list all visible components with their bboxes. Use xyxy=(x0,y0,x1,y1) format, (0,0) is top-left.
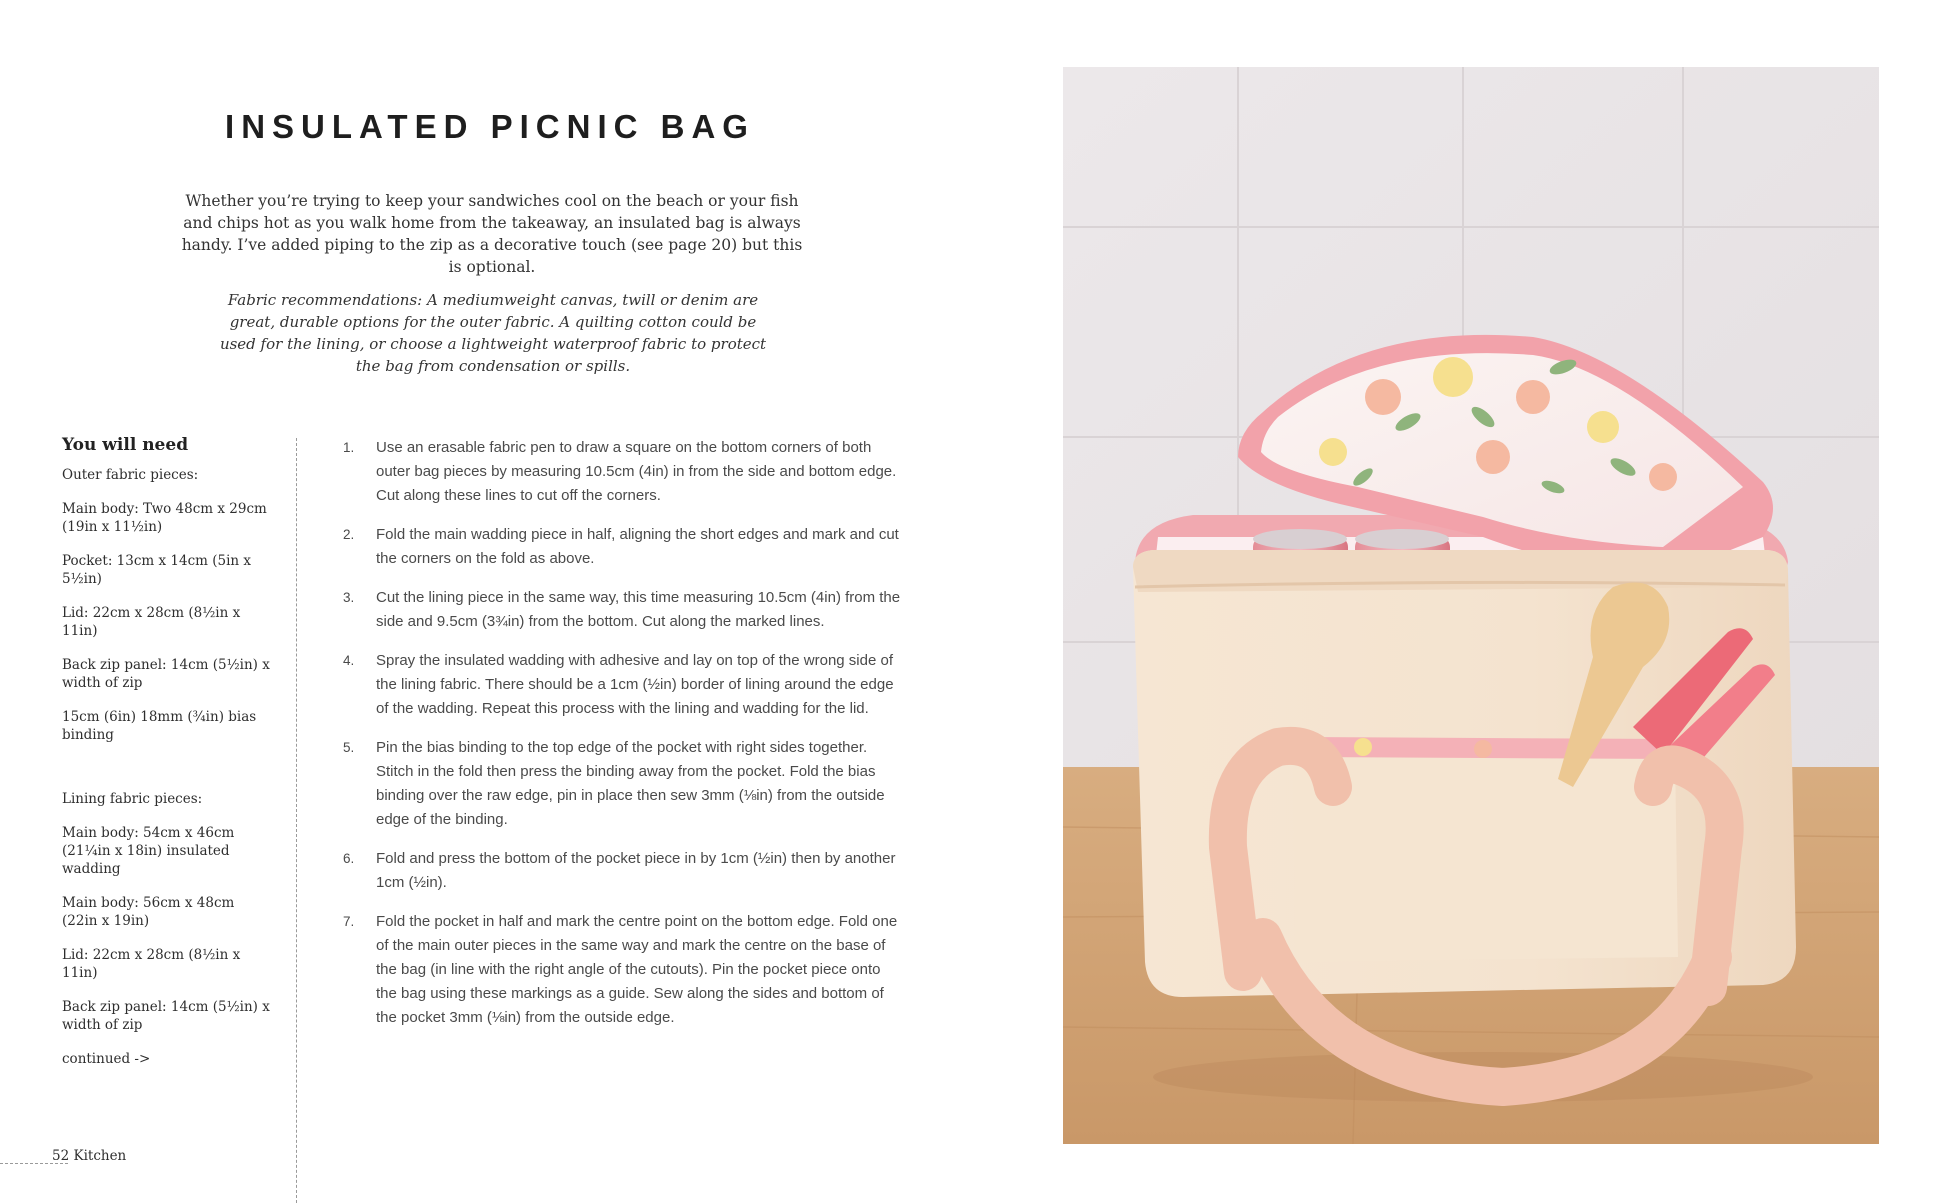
column-divider xyxy=(296,438,297,1203)
instruction-steps xyxy=(343,436,903,1045)
step-item xyxy=(343,736,903,832)
needs-item: 15cm (6in) 18mm (¾in) bias binding xyxy=(62,709,257,743)
step-text: Fold the main wadding piece in half, aligning the short edges and mark and cut the corners on the fold as above. xyxy=(376,526,899,567)
step-number: 5. xyxy=(343,740,355,755)
step-item xyxy=(343,847,903,895)
step-item xyxy=(343,910,903,1030)
step-number: 6. xyxy=(343,851,355,866)
step-text: Spray the insulated wadding with adhesive and lay on top of the wrong side of the lining fabric. There should be a 1cm (½in) border of lining around the edge of the wadding. Repeat this process with the lining and wadding for the lid. xyxy=(376,652,894,717)
picnic-bag-photo xyxy=(1063,67,1879,1144)
section-name: Kitchen xyxy=(73,1148,127,1164)
bag-pocket xyxy=(1293,737,1678,962)
needs-item: Pocket: 13cm x 14cm (5in x 5½in) xyxy=(62,553,251,587)
intro-paragraph: Whether you’re trying to keep your sandwiches cool on the beach or your fish and chips hot as you walk home from the takeaway, an insulated bag is always handy. I’ve added piping to the zip as a decorative touch (see page 20) but this is optional. xyxy=(181,192,803,276)
step-number: 1. xyxy=(343,440,355,455)
needs-item: Main body: 54cm x 46cm (21¼in x 18in) insulated wadding xyxy=(62,825,235,877)
step-text: Use an erasable fabric pen to draw a square on the bottom corners of both outer bag pieces by measuring 10.5cm (4in) in from the side and bottom edge. Cut along these lines to cut off the corners. xyxy=(376,439,897,504)
footer-label xyxy=(52,1148,126,1164)
needs-item: Main body: Two 48cm x 29cm (19in x 11½in) xyxy=(62,501,267,535)
step-item xyxy=(343,586,903,634)
outer-fabric-label: Outer fabric pieces: xyxy=(62,467,199,483)
needs-item: Back zip panel: 14cm (5½in) x width of zip xyxy=(62,999,270,1033)
page-footer xyxy=(0,1145,180,1169)
step-text: Fold and press the bottom of the pocket piece in by 1cm (½in) then by another 1cm (½in). xyxy=(376,850,896,891)
step-item xyxy=(343,649,903,721)
needs-item: Back zip panel: 14cm (5½in) x width of zip xyxy=(62,657,270,691)
needs-item: Main body: 56cm x 48cm (22in x 19in) xyxy=(62,895,235,929)
page-number: 52 xyxy=(52,1148,70,1164)
page-title: INSULATED PICNIC BAG xyxy=(225,108,755,145)
photo-illustration xyxy=(1063,67,1879,1144)
step-number: 4. xyxy=(343,653,355,668)
step-item xyxy=(343,523,903,571)
step-text: Fold the pocket in half and mark the centre point on the bottom edge. Fold one of the main outer pieces in the same way and mark the centre on the base of the bag (in line with the right angle of the cutouts). Pin the pocket piece onto the bag using these markings as a guide. Sew along the sides and bottom of the pocket 3mm (⅛in) from the outside edge. xyxy=(376,913,898,1026)
lining-fabric-label: Lining fabric pieces: xyxy=(62,791,203,807)
fabric-recommendations: Fabric recommendations: A mediumweight canvas, twill or denim are great, durable options for the outer fabric. A quilting cotton could be used for the lining, or choose a lightweight waterproof fabric to protect the bag from condensation or spills. xyxy=(219,291,767,375)
step-item xyxy=(343,436,903,508)
step-text: Pin the bias binding to the top edge of the pocket with right sides together. Stitch in the fold then press the binding away from the pocket. Fold the bias binding over the raw edge, pin in place then sew 3mm (⅛in) from the outside edge of the binding. xyxy=(376,739,885,828)
needs-item: Lid: 22cm x 28cm (8½in x 11in) xyxy=(62,605,241,639)
step-number: 2. xyxy=(343,527,355,542)
continued-note: continued -> xyxy=(62,1051,151,1067)
step-text: Cut the lining piece in the same way, this time measuring 10.5cm (4in) from the side and 9.5cm (3¾in) from the bottom. Cut along the marked lines. xyxy=(376,589,901,630)
step-number: 7. xyxy=(343,914,355,929)
needs-item: Lid: 22cm x 28cm (8½in x 11in) xyxy=(62,947,241,981)
you-will-need-list xyxy=(62,436,272,1068)
step-number: 3. xyxy=(343,590,355,605)
needs-heading: You will need xyxy=(62,435,189,455)
